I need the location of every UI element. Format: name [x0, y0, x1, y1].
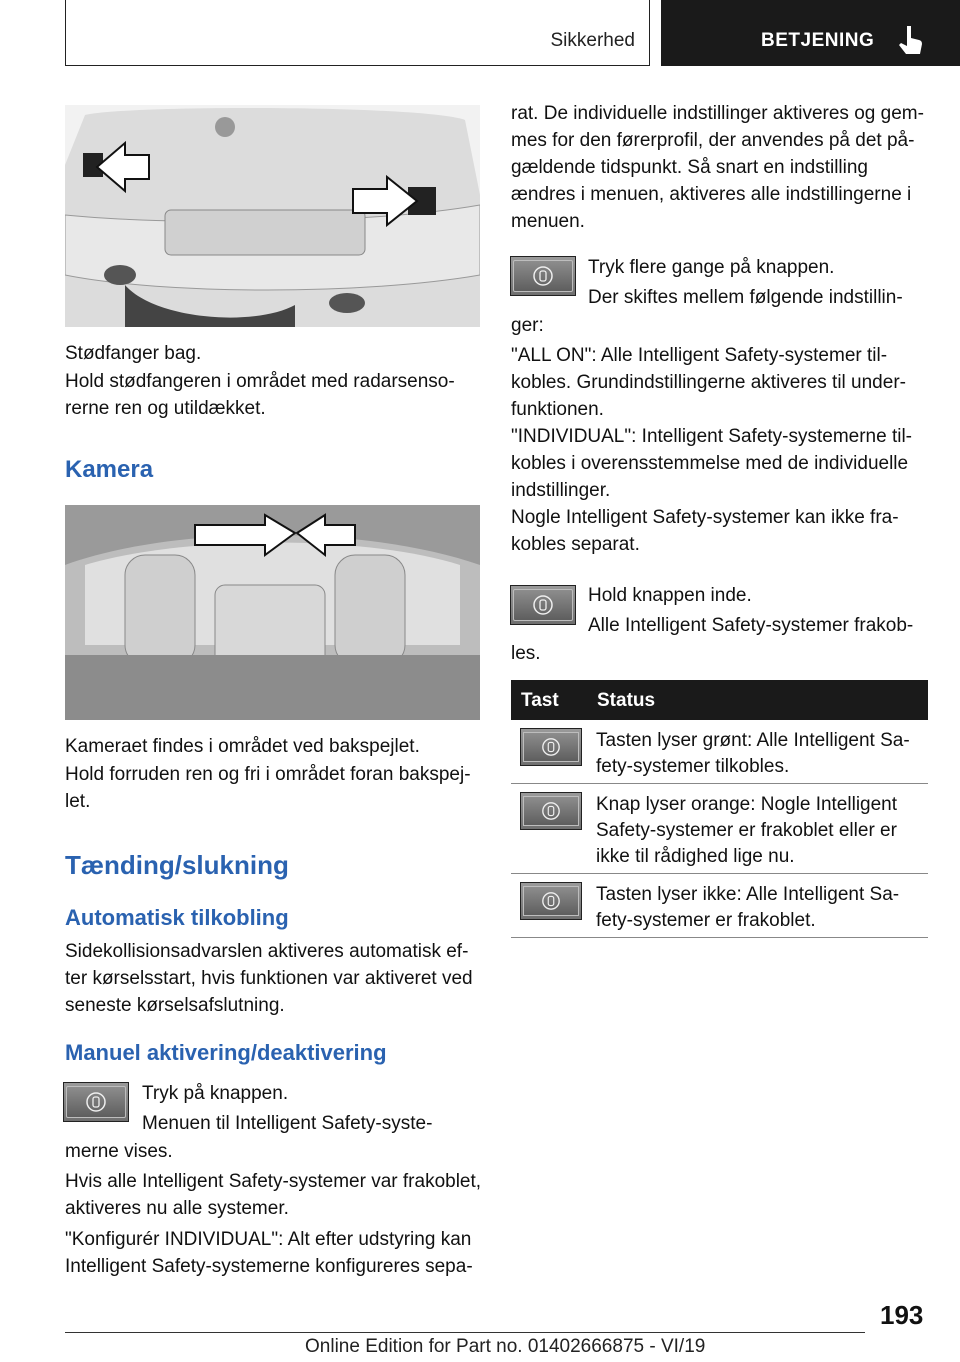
- continued-text: rat. De individuelle indstillinger aktiveres og gem- mes for den førerprofil, der anvendes på det på- gældende tidspunkt. Så snart en indstilling ændres i menuen, aktiveres alle indstillingerne i menuen.: [511, 103, 924, 232]
- intelligent-safety-icon: [541, 801, 561, 821]
- intelligent-safety-icon: [541, 737, 561, 757]
- manual-text1: Hvis alle Intelligent Safety-systemer var frakoblet, aktiveres nu alle systemer.: [65, 1171, 482, 1219]
- press-step1: Tryk flere gange på knappen.: [588, 257, 835, 278]
- table-row: [511, 720, 928, 784]
- col-status-header: Status: [597, 690, 656, 711]
- camera-image: [65, 505, 480, 720]
- auto-heading: Automatisk tilkobling: [65, 905, 289, 930]
- table-row: [511, 784, 928, 874]
- status-text: Tasten lyser ikke: Alle Intelligent Sa- fety-systemer er frakoblet.: [596, 884, 900, 931]
- intelligent-safety-icon: [532, 594, 554, 616]
- page-number: 193: [880, 1300, 924, 1330]
- camera-caption: Kameraet findes i området ved bakspejlet.: [65, 736, 420, 757]
- hold-step2-cont: les.: [511, 643, 541, 664]
- safety-button-icon: [520, 882, 582, 920]
- press-step2: Der skiftes mellem følgende indstillin-: [588, 287, 903, 308]
- hold-step2: Alle Intelligent Safety-systemer frakob-: [588, 615, 914, 636]
- manual-step1: Tryk på knappen.: [142, 1083, 289, 1104]
- section-title: Sikkerhed: [550, 30, 635, 51]
- col-key-header: Tast: [521, 690, 559, 711]
- intelligent-safety-icon: [532, 265, 554, 287]
- safety-button-icon: [510, 256, 576, 296]
- safety-button-icon: [63, 1082, 129, 1122]
- rear-bumper-image: [65, 105, 480, 327]
- individual-text: "INDIVIDUAL": Intelligent Safety-systemerne til- kobles i overensstemmelse med de individuelle indstillinger.: [511, 426, 913, 501]
- safety-button-icon: [510, 585, 576, 625]
- manual-step2-cont: merne vises.: [65, 1141, 173, 1162]
- rear-bumper-illustration: [65, 105, 480, 327]
- auto-text: Sidekollisionsadvarslen aktiveres automatisk ef- ter kørselsstart, hvis funktionen var aktiveret ved seneste kørselsafslutning.: [65, 941, 473, 1016]
- camera-text: Hold forruden ren og fri i området foran bakspej- let.: [65, 764, 471, 812]
- table-row: [511, 874, 928, 938]
- interior-illustration: [65, 505, 480, 720]
- section-box: [65, 0, 650, 66]
- bumper-caption: Stødfanger bag.: [65, 343, 202, 364]
- footer-edition: Online Edition for Part no. 01402666875 - VI/19: [305, 1336, 706, 1357]
- status-table: [511, 680, 928, 938]
- page-header: [0, 0, 960, 66]
- safety-button-icon: [520, 728, 582, 766]
- manual-step2: Menuen til Intelligent Safety-syste-: [142, 1113, 433, 1134]
- status-text: Knap lyser orange: Nogle Intelligent Safety-systemer er frakoblet eller er ikke til rådighed lige nu.: [596, 794, 898, 867]
- status-text: Tasten lyser grønt: Alle Intelligent Sa- fety-systemer tilkobles.: [596, 730, 910, 777]
- manual-heading: Manuel aktivering/deaktivering: [65, 1040, 387, 1065]
- intelligent-safety-icon: [541, 891, 561, 911]
- intelligent-safety-icon: [85, 1091, 107, 1113]
- manual-text2: "Konfigurér INDIVIDUAL": Alt efter udstyring kan Intelligent Safety-systemerne konfigureres sepa-: [65, 1229, 473, 1277]
- allon-text: "ALL ON": Alle Intelligent Safety-systemer til- kobles. Grundindstillingerne aktiveres til under- funktionen.: [511, 345, 906, 420]
- safety-button-icon: [520, 792, 582, 830]
- some-text: Nogle Intelligent Safety-systemer kan ikke fra- kobles separat.: [511, 507, 899, 555]
- hold-step1: Hold knappen inde.: [588, 585, 752, 606]
- chapter-title: BETJENING: [761, 30, 875, 51]
- footer-divider: [65, 1332, 865, 1333]
- onoff-heading: Tænding/slukning: [65, 850, 289, 880]
- camera-heading: Kamera: [65, 456, 154, 483]
- pointing-hand-icon: [895, 24, 925, 58]
- press-step2-cont: ger:: [511, 315, 544, 336]
- bumper-text: Hold stødfangeren i området med radarsenso- rerne ren og utildækket.: [65, 371, 455, 419]
- table-header: [511, 680, 928, 720]
